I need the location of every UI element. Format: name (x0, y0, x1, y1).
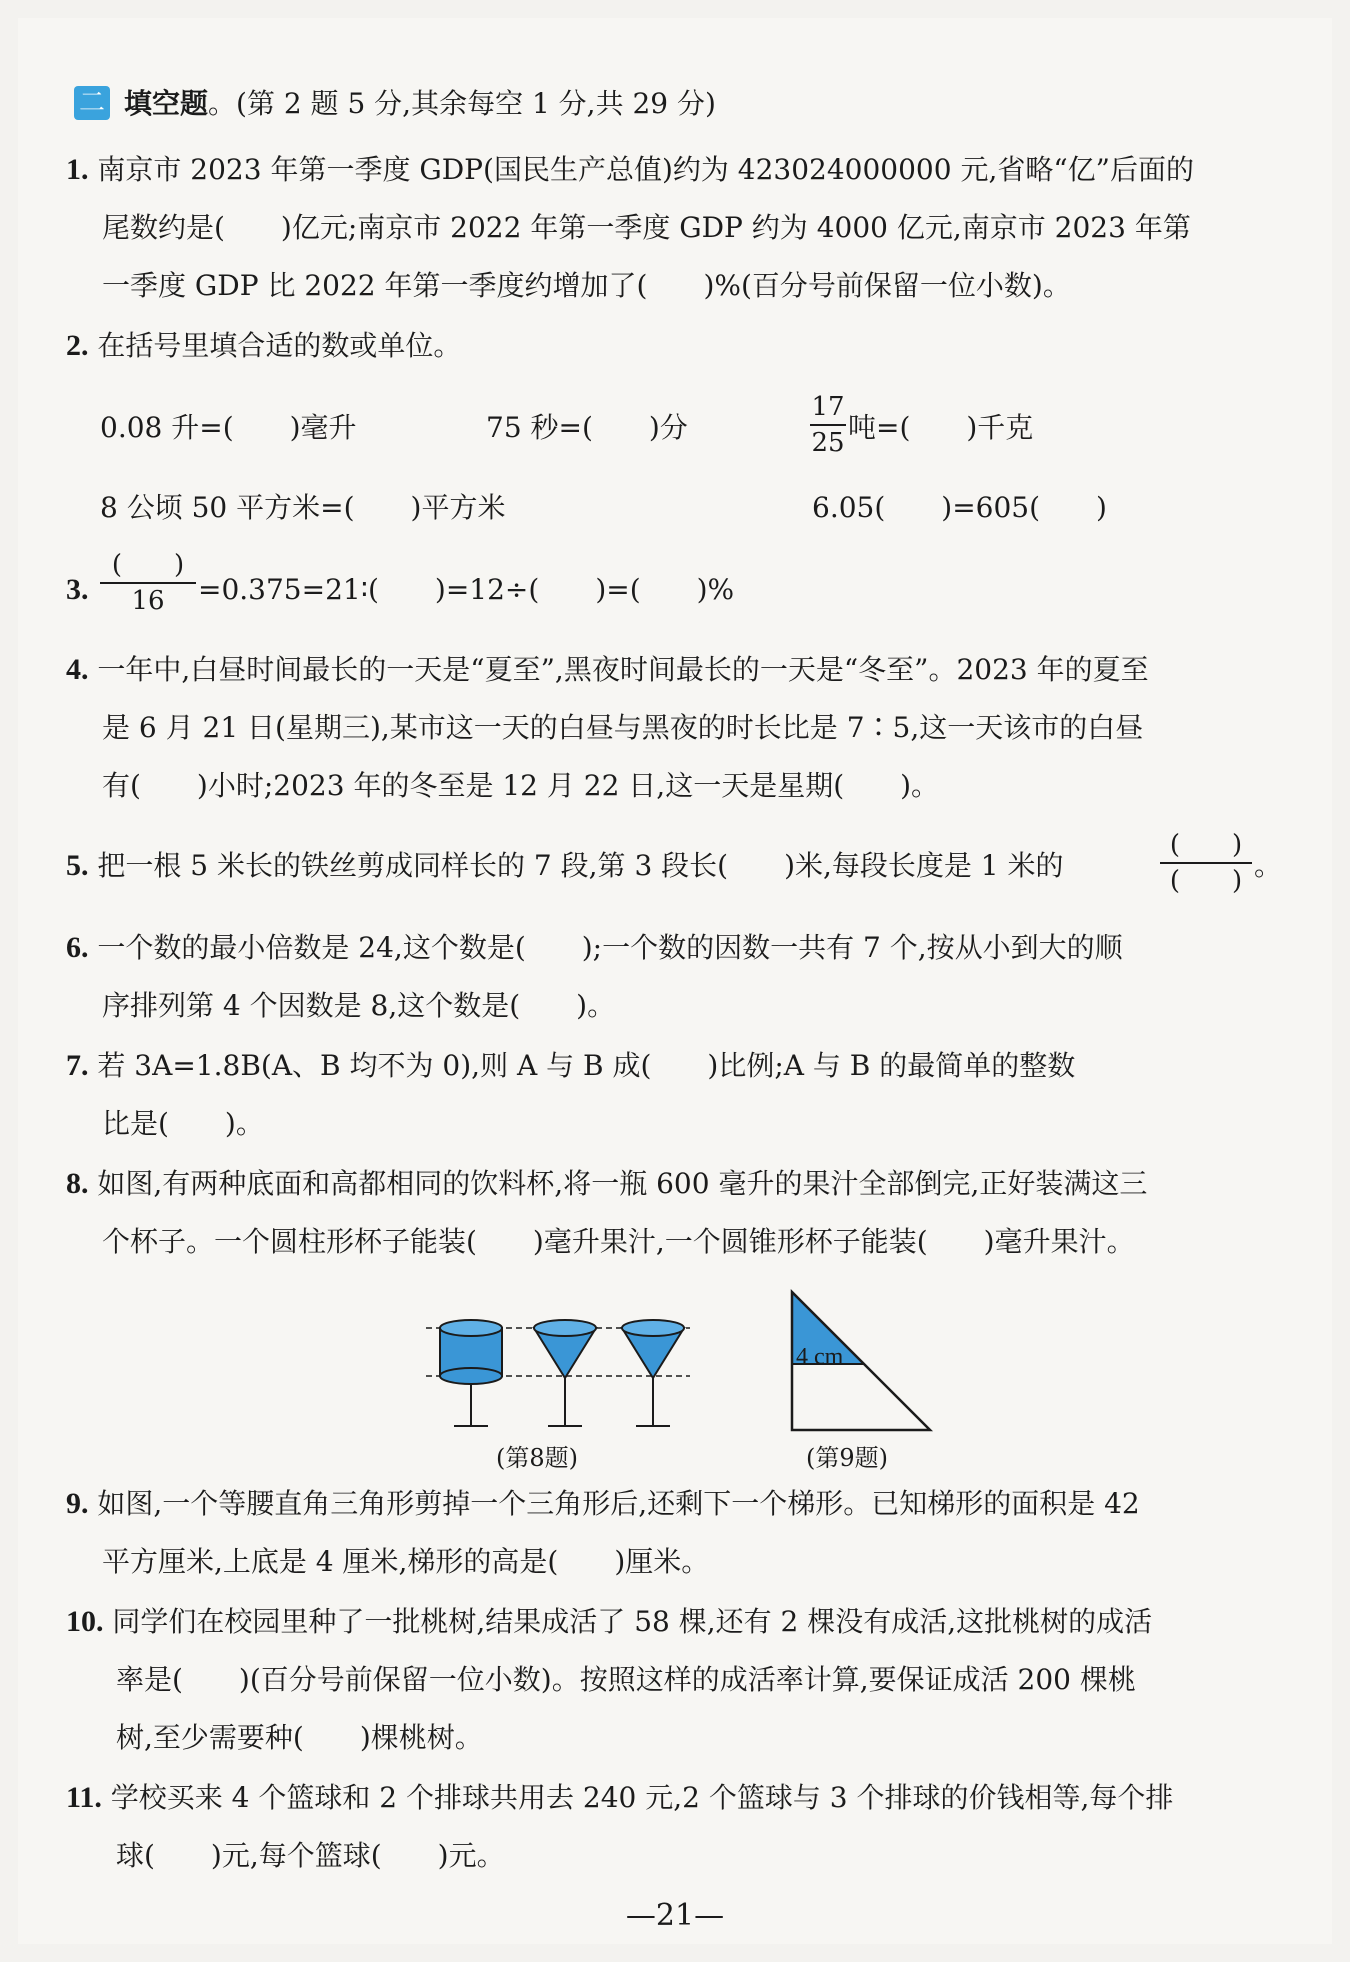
fraction-numerator: ( ) (111, 550, 185, 580)
figure-8-caption: (第8题) (496, 1444, 578, 1472)
fraction-numerator: 17 (811, 392, 845, 422)
page-number: —21— (625, 1898, 725, 1933)
question-5 (66, 846, 1064, 886)
figure-9-label: 4 cm (796, 1344, 844, 1370)
question-number: 8. (66, 1167, 89, 1200)
question-text: 学校买来 4 个篮球和 2 个排球共用去 240 元,2 个篮球与 3 个排球的价钱相等,每个排 (110, 1781, 1174, 1814)
question-7 (66, 1046, 1075, 1086)
question-4-line-2: 是 6 月 21 日(星期三),某市这一天的白昼与黑夜的时长比是 7∶5,这一天该市的白昼 (102, 711, 1144, 744)
question-number: 9. (66, 1487, 89, 1520)
fraction-denominator: 16 (131, 586, 165, 616)
question-text: 把一根 5 米长的铁丝剪成同样长的 7 段,第 3 段长( )米,每段长度是 1 米的 (97, 849, 1064, 882)
question-text: 如图,有两种底面和高都相同的饮料杯,将一瓶 600 毫升的果汁全部倒完,正好装满这三 (97, 1167, 1148, 1200)
question-1 (66, 150, 1194, 190)
question-11-line-2: 球( )元,每个篮球( )元。 (116, 1839, 505, 1872)
question-10-line-2: 率是( )(百分号前保留一位小数)。按照这样的成活率计算,要保证成活 200 棵桃 (116, 1663, 1136, 1696)
fraction-denominator: ( ) (1169, 866, 1243, 896)
question-7-line-2: 比是( )。 (102, 1107, 264, 1140)
question-11 (66, 1778, 1173, 1818)
question-2 (66, 326, 461, 366)
cone-cup-icon (534, 1320, 596, 1426)
fraction-numerator: ( ) (1169, 830, 1243, 860)
q5-fraction (1160, 830, 1252, 896)
section-note: 。(第 2 题 5 分,其余每空 1 分,共 29 分) (208, 87, 716, 120)
question-number: 6. (66, 931, 89, 964)
q5-end: 。 (1254, 849, 1283, 882)
q2-item-a: 0.08 升=( )毫升 (100, 411, 357, 444)
question-text: 南京市 2023 年第一季度 GDP(国民生产总值)约为 423024000000 元,省略“亿”后面的 (97, 153, 1194, 186)
q2-item-e: 6.05( )=605( ) (812, 491, 1107, 524)
question-number: 5. (66, 849, 89, 882)
q3-equation: =0.375=21∶( )=12÷( )=( )% (198, 573, 735, 606)
question-text: 一年中,白昼时间最长的一天是“夏至”,黑夜时间最长的一天是“冬至”。2023 年的夏至 (97, 653, 1149, 686)
figure-8-cups (426, 1308, 726, 1438)
question-8-line-2: 个杯子。一个圆柱形杯子能装( )毫升果汁,一个圆锥形杯子能装( )毫升果汁。 (102, 1225, 1135, 1258)
cone-cup-icon (622, 1320, 684, 1426)
question-9 (66, 1484, 1140, 1524)
cylinder-cup-icon (440, 1320, 502, 1426)
q3-fraction (100, 550, 196, 616)
question-4 (66, 650, 1149, 690)
question-9-line-2: 平方厘米,上底是 4 厘米,梯形的高是( )厘米。 (102, 1545, 710, 1578)
question-number: 4. (66, 653, 89, 686)
question-text: 如图,一个等腰直角三角形剪掉一个三角形后,还剩下一个梯形。已知梯形的面积是 42 (97, 1487, 1140, 1520)
question-6 (66, 928, 1123, 968)
section-heading: 填空题 (124, 87, 209, 120)
question-number: 7. (66, 1049, 89, 1082)
question-10-line-3: 树,至少需要种( )棵桃树。 (116, 1721, 483, 1754)
question-number: 2. (66, 329, 89, 362)
fraction-denominator: 25 (811, 428, 845, 458)
figure-9-caption: (第9题) (806, 1444, 888, 1472)
question-number: 10. (66, 1605, 104, 1638)
question-text: 若 3A=1.8B(A、B 均不为 0),则 A 与 B 成( )比例;A 与 B 的最简单的整数 (97, 1049, 1076, 1082)
section-title (124, 84, 716, 124)
q2-fraction (810, 392, 846, 458)
question-8 (66, 1164, 1147, 1204)
question-6-line-2: 序排列第 4 个因数是 8,这个数是( )。 (102, 989, 616, 1022)
section-badge: 二 (74, 86, 110, 120)
question-10 (66, 1602, 1152, 1642)
question-text: 一个数的最小倍数是 24,这个数是( );一个数的因数一共有 7 个,按从小到大的顺 (97, 931, 1123, 964)
worksheet-page (18, 18, 1332, 1944)
question-3 (66, 570, 89, 610)
q2-item-d: 8 公顷 50 平方米=( )平方米 (100, 491, 506, 524)
question-text: 在括号里填合适的数或单位。 (97, 329, 462, 362)
question-number: 1. (66, 153, 89, 186)
question-text: 同学们在校园里种了一批桃树,结果成活了 58 棵,还有 2 棵没有成活,这批桃树的成活 (112, 1605, 1153, 1638)
question-number: 11. (66, 1781, 102, 1814)
question-1-line-2: 尾数约是( )亿元;南京市 2022 年第一季度 GDP 约为 4000 亿元,南京市 2023 年第 (102, 211, 1191, 244)
q2-item-c: 吨=( )千克 (848, 411, 1034, 444)
question-4-line-3: 有( )小时;2023 年的冬至是 12 月 22 日,这一天是星期( )。 (102, 769, 940, 802)
question-1-line-3: 一季度 GDP 比 2022 年第一季度约增加了( )%(百分号前保留一位小数)。 (102, 269, 1071, 302)
q2-item-b: 75 秒=( )分 (486, 411, 688, 444)
question-number: 3. (66, 573, 89, 606)
